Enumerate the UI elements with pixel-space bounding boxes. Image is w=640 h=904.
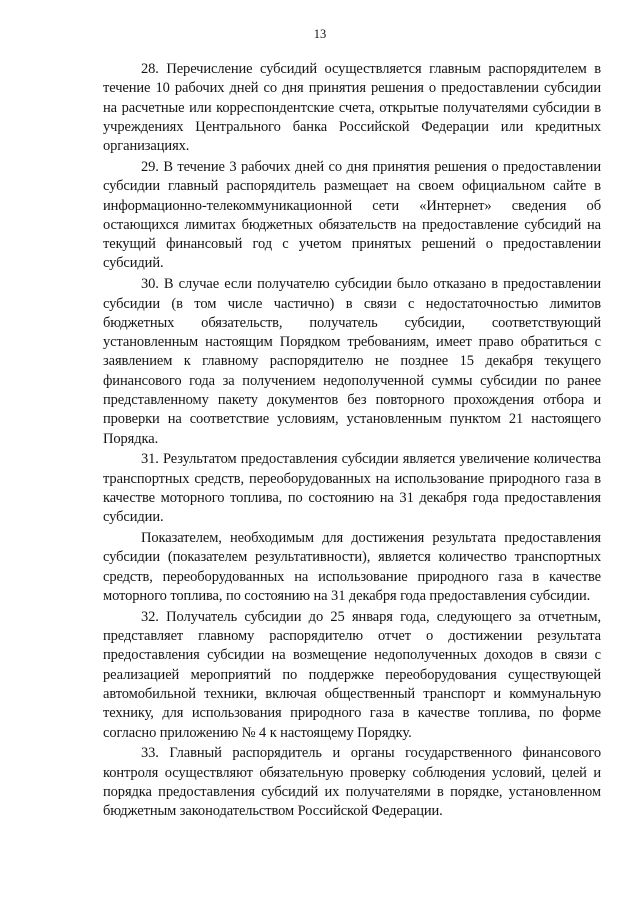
paragraph-31: 31. Результатом предоставления субсидии является увеличение количества транспортных средств, переоборудованных на использование природного газа в качестве моторного топлива, по состоянию на 31 декабря года предоставления субсидии. xyxy=(103,451,601,526)
paragraph-28: 28. Перечисление субсидий осуществляется главным распорядителем в течение 10 рабочих дней со дня принятия решения о предоставлении субсидии на расчетные или корреспондентские счета, открытые получателями субсидии в учреждениях Центрального банка Российской Федерации или кредитных организациях. xyxy=(103,61,601,155)
paragraph-32: 32. Получатель субсидии до 25 января года, следующего за отчетным, представляет главному распорядителю отчет о достижении результата предоставления субсидии на возмещение недополученных доходов в связи с реализацией мероприятий по поддержке переоборудования существующей автомобильной техники, включая общественный транспорт и коммунальную технику, для использования природного газа в качестве топлива, по форме согласно приложению № 4 к настоящему Порядку. xyxy=(103,608,601,741)
paragraph-29: 29. В течение 3 рабочих дней со дня принятия решения о предоставлении субсидии главный распорядитель размещает на своем официальном сайте в информационно-телекоммуникационной сети «Интернет» сведения об остающихся лимитах бюджетных обязательств на предоставление субсидий на текущий финансовый год с учетом принятых решений о предоставлении субсидий. xyxy=(103,158,601,272)
page-number: 13 xyxy=(313,27,327,41)
paragraph-33: 33. Главный распорядитель и органы государственного финансового контроля осуществляют обязательную проверку соблюдения условий, целей и порядка предоставления субсидий их получателями в порядке, установленном бюджетным законодательством Российской Федерации. xyxy=(103,745,601,820)
paragraph-30: 30. В случае если получателю субсидии было отказано в предоставлении субсидии (в том числе частично) в связи с недостаточностью лимитов бюджетных обязательств, получатель субсидии, соответствующий установленным настоящим Порядком требованиям, имеет право обратиться с заявлением к главному распорядителю не позднее 15 декабря текущего финансового года за получением недополученной суммы субсидии по ранее представленному пакету документов без повторного прохождения отбора и проверки на соответствие условиям, установленным пунктом 21 настоящего Порядка. xyxy=(103,276,601,447)
paragraph-31-indicator: Показателем, необходимым для достижения результата предоставления субсидии (показателем результативности), является количество транспортных средств, переоборудованных на использование природного газа в качестве моторного топлива, по состоянию на 31 декабря года предоставления субсидии. xyxy=(103,530,601,605)
document-body xyxy=(103,60,601,822)
